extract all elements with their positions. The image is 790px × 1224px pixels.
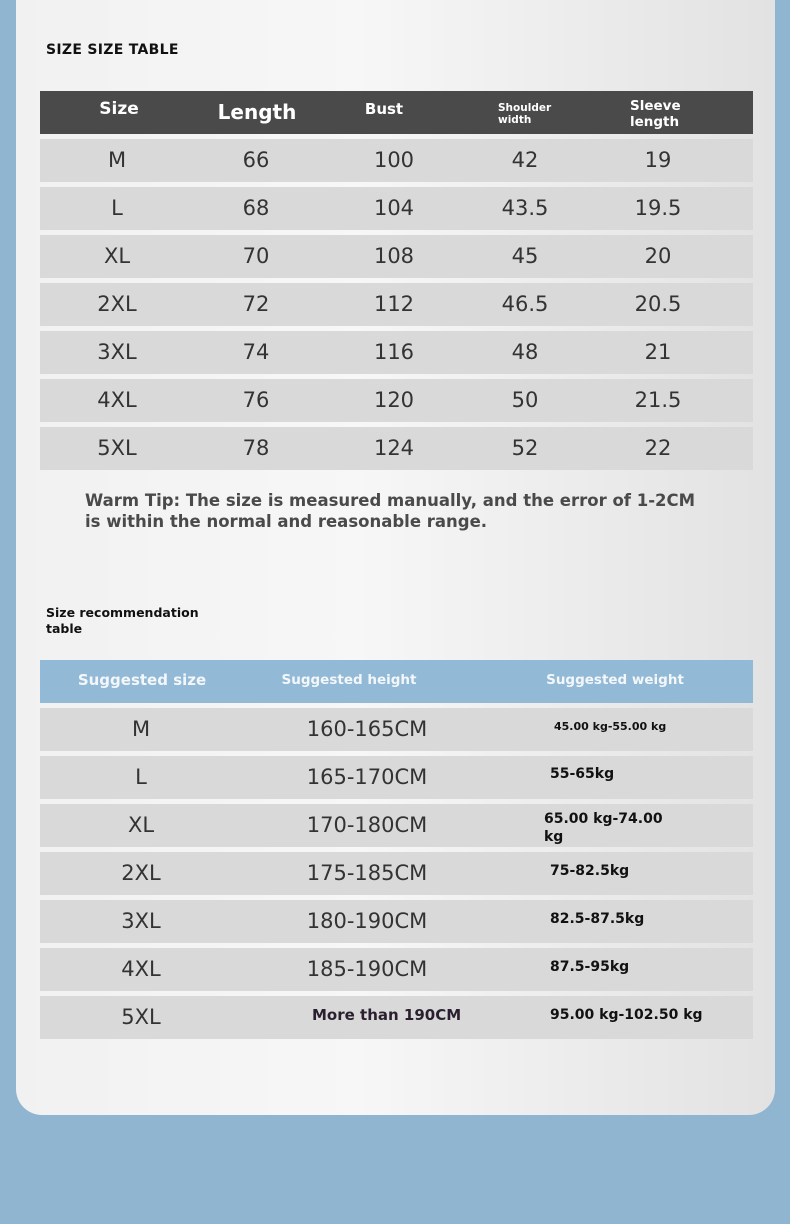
cell-suggested-height: 170-180CM bbox=[306, 813, 428, 837]
header-shoulder-width bbox=[498, 102, 551, 126]
cell-bust: 108 bbox=[373, 244, 415, 268]
cell-size: 2XL bbox=[97, 292, 137, 316]
table-row bbox=[40, 283, 753, 326]
table-row bbox=[40, 948, 753, 991]
cell-length: 74 bbox=[242, 340, 270, 364]
table-row bbox=[40, 139, 753, 182]
cell-bust: 104 bbox=[373, 196, 415, 220]
header-sleeve-length bbox=[630, 99, 681, 130]
header-suggested-size: Suggested size bbox=[77, 671, 207, 689]
table-row bbox=[40, 852, 753, 895]
cell-length: 78 bbox=[242, 436, 270, 460]
header-suggested-height: Suggested height bbox=[281, 672, 417, 688]
cell-suggested-weight: 55-65kg bbox=[550, 766, 615, 782]
recommendation-table-title: Size recommendation table bbox=[46, 605, 199, 636]
header-bust: Bust bbox=[364, 100, 404, 118]
cell-bust: 120 bbox=[373, 388, 415, 412]
size-table bbox=[40, 91, 753, 471]
cell-sleeve: 20.5 bbox=[634, 292, 682, 316]
recommendation-table-header bbox=[40, 660, 753, 703]
cell-length: 66 bbox=[242, 148, 270, 172]
cell-suggested-height: More than 190CM bbox=[312, 1006, 462, 1024]
cell-sleeve: 21.5 bbox=[634, 388, 682, 412]
header-length: Length bbox=[217, 100, 297, 124]
table-row bbox=[40, 900, 753, 943]
cell-sleeve: 19 bbox=[644, 148, 672, 172]
table-row bbox=[40, 235, 753, 278]
size-table-header bbox=[40, 91, 753, 134]
cell-suggested-size: M bbox=[131, 717, 151, 741]
table-row bbox=[40, 804, 753, 847]
cell-suggested-weight: 65.00 kg-74.00 kg bbox=[544, 811, 663, 845]
cell-suggested-height: 185-190CM bbox=[306, 957, 428, 981]
cell-sleeve: 22 bbox=[644, 436, 672, 460]
cell-shoulder: 52 bbox=[511, 436, 539, 460]
cell-bust: 100 bbox=[373, 148, 415, 172]
cell-shoulder: 45 bbox=[511, 244, 539, 268]
table-row bbox=[40, 756, 753, 799]
cell-sleeve: 19.5 bbox=[634, 196, 682, 220]
cell-shoulder: 43.5 bbox=[501, 196, 549, 220]
cell-suggested-weight: 82.5-87.5kg bbox=[550, 911, 645, 927]
cell-length: 70 bbox=[242, 244, 270, 268]
table-row bbox=[40, 331, 753, 374]
cell-suggested-weight: 45.00 kg-55.00 kg bbox=[554, 720, 667, 733]
size-table-title: SIZE SIZE TABLE bbox=[46, 42, 179, 58]
cell-length: 76 bbox=[242, 388, 270, 412]
cell-shoulder: 42 bbox=[511, 148, 539, 172]
cell-suggested-height: 175-185CM bbox=[306, 861, 428, 885]
cell-bust: 124 bbox=[373, 436, 415, 460]
header-size: Size bbox=[99, 99, 139, 119]
table-row bbox=[40, 379, 753, 422]
header-sleeve-line1: Sleeve bbox=[630, 98, 681, 114]
cell-suggested-size: 5XL bbox=[121, 1005, 161, 1029]
cell-size: 5XL bbox=[97, 436, 137, 460]
cell-suggested-size: 4XL bbox=[121, 957, 161, 981]
cell-suggested-size: 2XL bbox=[121, 861, 161, 885]
recommendation-table bbox=[40, 660, 753, 1040]
cell-bust: 112 bbox=[373, 292, 415, 316]
table-row bbox=[40, 708, 753, 751]
cell-suggested-height: 165-170CM bbox=[306, 765, 428, 789]
header-shoulder-line2: width bbox=[498, 114, 532, 127]
cell-length: 68 bbox=[242, 196, 270, 220]
cell-suggested-size: 3XL bbox=[121, 909, 161, 933]
cell-suggested-weight: 75-82.5kg bbox=[550, 863, 630, 879]
cell-size: M bbox=[107, 148, 127, 172]
cell-size: XL bbox=[103, 244, 131, 268]
cell-sleeve: 21 bbox=[644, 340, 672, 364]
cell-sleeve: 20 bbox=[644, 244, 672, 268]
cell-size: 3XL bbox=[97, 340, 137, 364]
cell-suggested-weight: 95.00 kg-102.50 kg bbox=[550, 1007, 703, 1023]
header-suggested-weight: Suggested weight bbox=[546, 672, 684, 688]
cell-suggested-height: 160-165CM bbox=[306, 717, 428, 741]
cell-length: 72 bbox=[242, 292, 270, 316]
table-row bbox=[40, 187, 753, 230]
cell-suggested-size: XL bbox=[127, 813, 155, 837]
table-row bbox=[40, 996, 753, 1039]
cell-suggested-size: L bbox=[135, 765, 147, 789]
header-shoulder-line1: Shoulder bbox=[498, 102, 552, 114]
cell-suggested-height: 180-190CM bbox=[306, 909, 428, 933]
cell-shoulder: 50 bbox=[511, 388, 539, 412]
cell-suggested-weight: 87.5-95kg bbox=[550, 959, 630, 975]
header-sleeve-line2: length bbox=[630, 113, 680, 130]
cell-size: 4XL bbox=[97, 388, 137, 412]
table-row bbox=[40, 427, 753, 470]
cell-shoulder: 48 bbox=[511, 340, 539, 364]
cell-size: L bbox=[111, 196, 123, 220]
cell-bust: 116 bbox=[373, 340, 415, 364]
cell-shoulder: 46.5 bbox=[501, 292, 549, 316]
warm-tip: Warm Tip: The size is measured manually, and the error of 1-2CM is within the normal and reasonable range. bbox=[85, 491, 696, 531]
